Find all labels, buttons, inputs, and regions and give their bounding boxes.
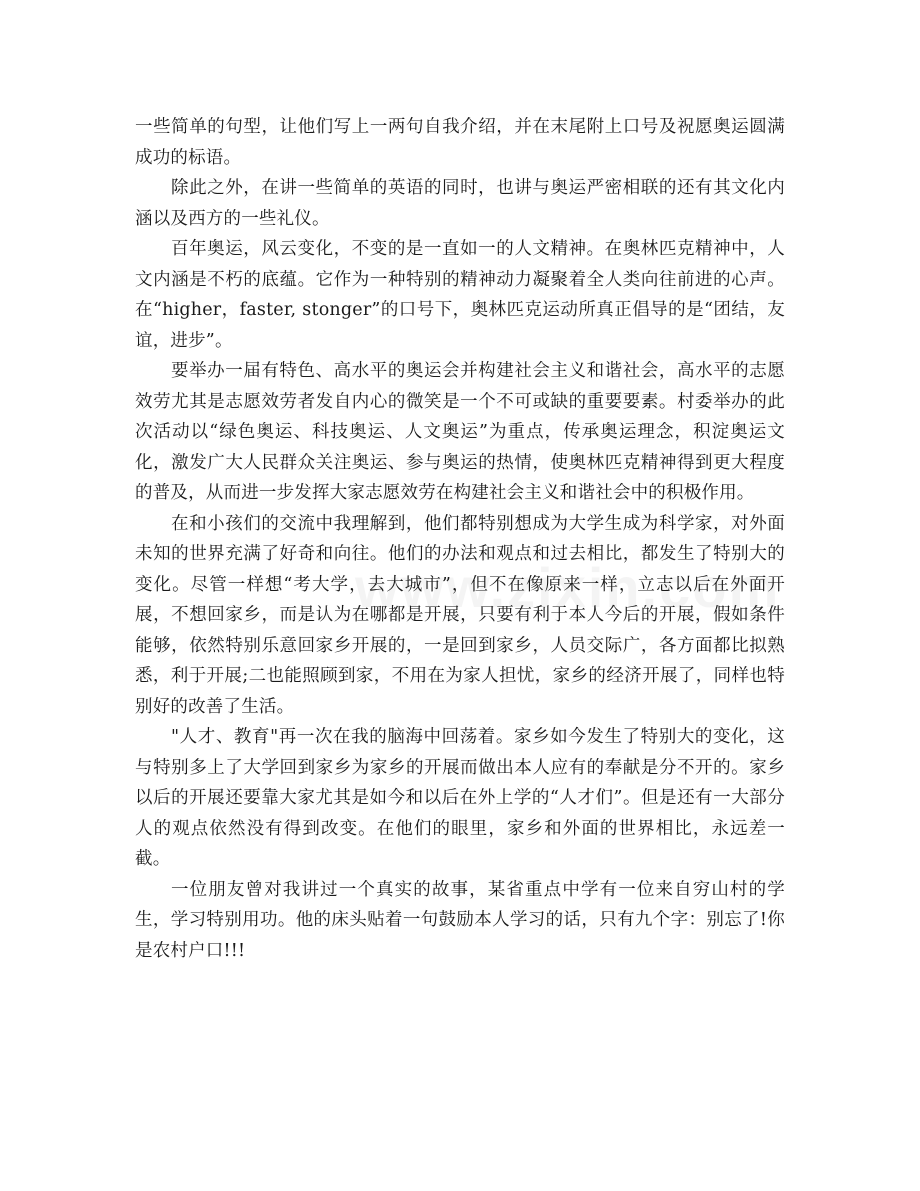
document-body: [135, 112, 785, 966]
paragraph-4: 要举办一届有特色、高水平的奥运会并构建社会主义和谐社会，高水平的志愿效劳尤其是志愿效劳者发自内心的微笑是一个不可或缺的重要要素。村委举办的此次活动以“绿色奥运、科技奥运、人文奥运”为重点，传承奥运理念，积淀奥运文化，激发广大人民群众关注奥运、参与奥运的热情，使奥林匹克精神得到更大程度的普及，从而进一步发挥大家志愿效劳在构建社会主义和谐社会中的积极作用。: [135, 361, 785, 503]
paragraph-1: 一些简单的句型，让他们写上一两句自我介绍，并在末尾附上口号及祝愿奥运圆满成功的标语。: [135, 117, 785, 168]
paragraph-3: 百年奥运，风云变化，不变的是一直如一的人文精神。在奥林匹克精神中，人文内涵是不朽的底蕴。它作为一种特别的精神动力凝聚着全人类向往前进的心声。在“higher，faster, stonger”的口号下，奥林匹克运动所真正倡导的是“团结，友谊，进步”。: [135, 239, 785, 351]
paragraph-7: 一位朋友曾对我讲过一个真实的故事，某省重点中学有一位来自穷山村的学生，学习特别用功。他的床头贴着一句鼓励本人学习的话，只有九个字：别忘了!你是农村户口!!!: [135, 879, 785, 961]
paragraph-2: 除此之外，在讲一些简单的英语的同时，也讲与奥运严密相联的还有其文化内涵以及西方的一些礼仪。: [135, 178, 785, 229]
paragraph-6: "人才、教育"再一次在我的脑海中回荡着。家乡如今发生了特别大的变化，这与特别多上了大学回到家乡为家乡的开展而做出本人应有的奉献是分不开的。家乡以后的开展还要靠大家尤其是如今和以后在外上学的“人才们”。但是还有一大部分人的观点依然没有得到改变。在他们的眼里，家乡和外面的世界相比，永远差一截。: [135, 727, 785, 869]
paragraph-5: 在和小孩们的交流中我理解到，他们都特别想成为大学生成为科学家，对外面未知的世界充满了好奇和向往。他们的办法和观点和过去相比，都发生了特别大的变化。尽管一样想“考大学，去大城市”，但不在像原来一样，立志以后在外面开展，不想回家乡，而是认为在哪都是开展，只要有利于本人今后的开展，假如条件能够，依然特别乐意回家乡开展的，一是回到家乡，人员交际广，各方面都比拟熟悉，利于开展;二也能照顾到家，不用在为家人担忧，家乡的经济开展了，同样也特别好的改善了生活。: [135, 513, 785, 717]
